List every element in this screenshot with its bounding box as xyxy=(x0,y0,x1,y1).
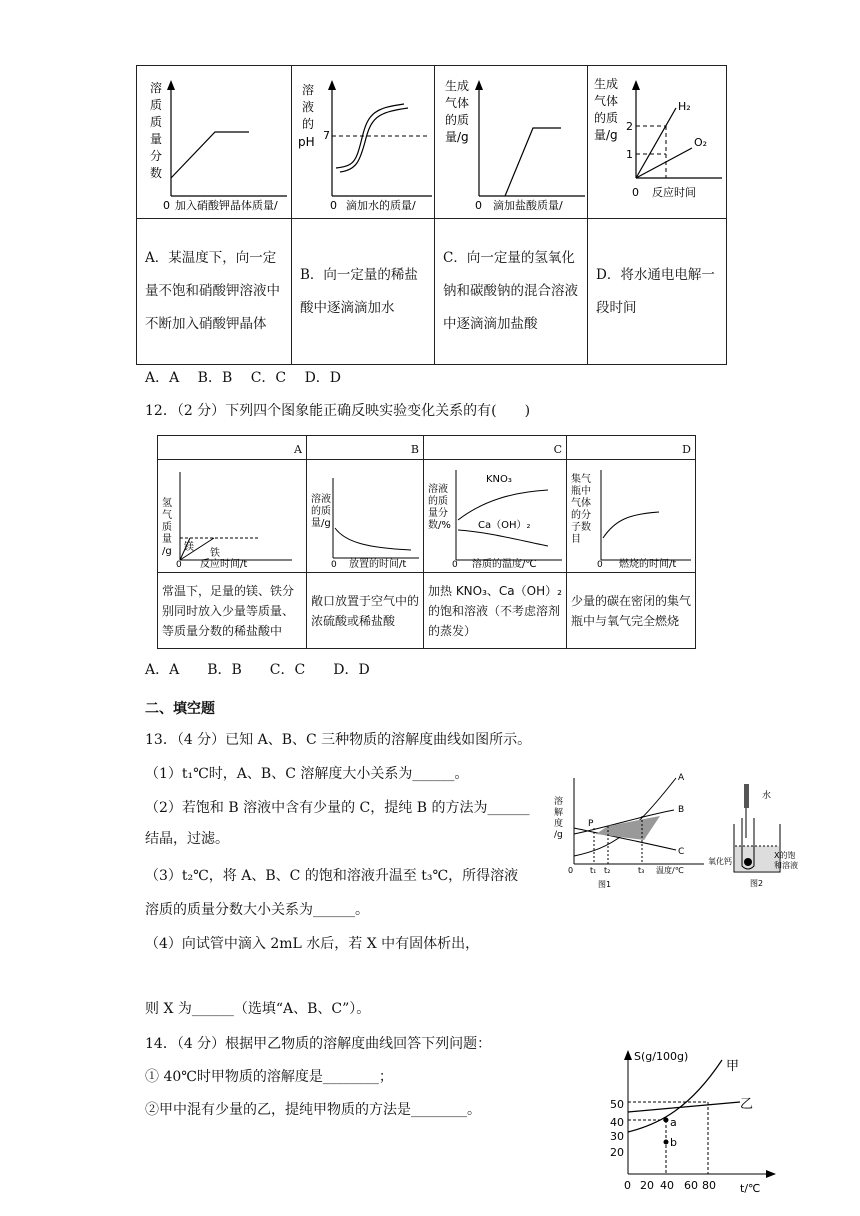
q13-part3a: （3）t₂℃，将 A、B、C 的饱和溶液升温至 t₃℃，所得溶液 xyxy=(145,868,519,884)
q12-d-ylabel-2: 瓶中 xyxy=(571,486,591,497)
q12-b-ylabel-2: 的质 xyxy=(311,506,331,517)
fig1-t3: t₃ xyxy=(638,866,645,875)
q11-c-ylabel-3: 的质 xyxy=(445,113,470,127)
q14-point-b-label: b xyxy=(670,1136,677,1149)
q14-yi-label: 乙 xyxy=(740,1097,754,1112)
q12-graph-d xyxy=(567,460,695,568)
q11-graph-d-cell xyxy=(588,66,727,219)
q11-c-ylabel-4: 量/g xyxy=(445,130,469,144)
q13-part4b: 则 X 为______（选填“A、B、C”）。 xyxy=(145,1001,371,1017)
q11-a-ylabel-1: 溶 xyxy=(150,81,163,95)
q11-graph-a xyxy=(137,66,291,214)
q14-point-a-label: a xyxy=(670,1116,677,1129)
q11-graph-d xyxy=(588,66,726,214)
q12-answer-choices: A．A B．B C．C D．D xyxy=(145,662,370,678)
q12-graph-a xyxy=(158,460,306,568)
q11-answer-choices: A．A B．B C．C D．D xyxy=(145,370,342,386)
fig2-caption: 图2 xyxy=(750,879,764,888)
q14-part1: ① 40℃时甲物质的溶解度是________； xyxy=(145,1069,393,1085)
q13-part2a: （2）若饱和 B 溶液中含有少量的 C，提纯 B 的方法为______ xyxy=(145,800,530,816)
fig2-x-label-2: 和溶液 xyxy=(774,861,798,870)
section-title: 二、填空题 xyxy=(145,701,215,717)
fig2-x-label-1: X的饱 xyxy=(774,851,796,860)
q12-c-ylabel-1: 溶液 xyxy=(428,484,448,495)
q11-a-ylabel-3: 质 xyxy=(150,115,163,129)
fig1-curve-c-label: C xyxy=(678,847,685,857)
q12-header-a: A xyxy=(158,436,307,460)
q12-b-xlabel: 放置的时间/t xyxy=(349,559,407,570)
fig1-ylabel-2: 解 xyxy=(554,808,564,818)
q12-header-b: B xyxy=(307,436,424,460)
fig1-curve-a-label: A xyxy=(678,773,685,783)
q12-c-xlabel: 溶质的温度/℃ xyxy=(472,559,537,570)
q11-option-b: B．向一定量的稀盐酸中逐滴滴加水 xyxy=(292,219,435,365)
q11-b-xlabel: 滴加水的质量/ xyxy=(346,199,416,212)
q12-a-ylabel-4: 量 xyxy=(162,534,172,545)
q14-part2: ②甲中混有少量的乙，提纯甲物质的方法是________。 xyxy=(145,1102,481,1118)
q13-stem: 13．（4 分）已知 A、B、C 三种物质的溶解度曲线如图所示。 xyxy=(145,732,532,748)
fig1-caption: 图1 xyxy=(598,880,612,889)
q12-option-a: 常温下，足量的镁、铁分别同时放入少量等质量、等质量分数的稀盐酸中 xyxy=(158,573,307,649)
q12-option-c: 加热 KNO₃、Ca（OH）₂的饱和溶液（不考虑溶剂的蒸发） xyxy=(424,573,567,649)
q12-d-ylabel-4: 的分 xyxy=(571,510,591,521)
q11-option-d: D．将水通电电解一段时间 xyxy=(588,219,727,365)
q11-d-ylabel-2: 气体 xyxy=(594,94,619,108)
q14-ytick-40: 40 xyxy=(610,1116,624,1129)
q11-d-ylabel-1: 生成 xyxy=(594,77,619,91)
q12-a-mg-label: 镁 xyxy=(184,542,194,553)
q11-graph-b-cell xyxy=(292,66,435,219)
q12-b-ylabel-1: 溶液 xyxy=(311,494,331,505)
q11-d-o2-label: O₂ xyxy=(694,136,708,149)
q12-a-ylabel-5: /g xyxy=(162,546,172,557)
q11-b-origin: 0 xyxy=(330,199,337,212)
q12-d-origin: 0 xyxy=(597,560,603,570)
q11-c-ylabel-2: 气体 xyxy=(445,96,470,110)
fig1-point-p-label: P xyxy=(588,819,594,829)
q12-c-kno3-label: KNO₃ xyxy=(486,474,512,485)
q12-graph-a-cell xyxy=(158,460,307,573)
q11-c-ylabel-1: 生成 xyxy=(445,79,470,93)
q11-b-tick-7: 7 xyxy=(323,129,330,142)
q11-c-origin: 0 xyxy=(475,199,482,212)
q11-a-ylabel-4: 量 xyxy=(150,132,163,146)
q11-b-ylabel-ph: pH xyxy=(298,135,315,149)
q11-c-xlabel: 滴加盐酸质量/ xyxy=(493,199,563,212)
q14-ytick-20: 20 xyxy=(610,1146,624,1159)
fig2-cao-label: 氧化钙 xyxy=(708,857,732,866)
q12-header-d: D xyxy=(567,436,696,460)
q14-jia-label: 甲 xyxy=(726,1059,740,1074)
q11-a-xlabel: 加入硝酸钾晶体质量/ xyxy=(175,199,278,212)
q11-d-ylabel-4: 量/g xyxy=(594,128,618,142)
q11-b-ylabel-1: 溶 xyxy=(302,83,315,97)
q11-graph-c xyxy=(435,66,587,214)
fig1-origin: 0 xyxy=(568,866,574,875)
q12-a-fe-label: 铁 xyxy=(210,548,220,559)
q11-a-origin: 0 xyxy=(163,199,170,212)
q12-c-ylabel-4: 数/% xyxy=(428,520,451,531)
q11-d-h2-label: H₂ xyxy=(678,100,691,113)
q12-option-b: 敞口放置于空气中的浓硫酸或稀盐酸 xyxy=(307,573,424,649)
q12-a-ylabel-3: 质 xyxy=(162,522,172,533)
q12-d-ylabel-6: 目 xyxy=(571,534,581,545)
q12-table xyxy=(157,435,696,649)
q11-d-origin: 0 xyxy=(632,186,639,199)
fig1-t1: t₁ xyxy=(590,866,597,875)
q12-graph-b xyxy=(307,460,423,568)
q11-a-ylabel-2: 质 xyxy=(150,98,163,112)
q12-c-ylabel-3: 量分 xyxy=(428,508,448,519)
q12-graph-c-cell xyxy=(424,460,567,573)
q12-d-ylabel-1: 集气 xyxy=(571,474,591,485)
q13-figure1-solubility-curve xyxy=(552,770,712,890)
q12-a-xlabel: 反应时间/t xyxy=(200,559,248,570)
q13-figure2-apparatus xyxy=(708,780,812,890)
q12-option-d: 少量的碳在密闭的集气瓶中与氧气完全燃烧 xyxy=(567,573,696,649)
q12-d-ylabel-3: 气体 xyxy=(571,498,591,509)
q11-option-c: C．向一定量的氢氧化钠和碳酸钠的混合溶液中逐滴滴加盐酸 xyxy=(435,219,588,365)
fig1-t2: t₂ xyxy=(604,866,611,875)
fig1-ylabel-1: 溶 xyxy=(554,797,564,807)
q14-xtick-80: 80 xyxy=(702,1179,716,1192)
q12-graph-d-cell xyxy=(567,460,696,573)
q12-a-origin: 0 xyxy=(176,560,182,570)
fig1-ylabel-3: 度 xyxy=(554,819,564,829)
q11-d-ylabel-3: 的质 xyxy=(594,111,619,125)
q14-xtick-20: 20 xyxy=(640,1179,654,1192)
q11-a-ylabel-6: 数 xyxy=(150,166,163,180)
q12-b-origin: 0 xyxy=(331,560,337,570)
q12-d-xlabel: 燃烧的时间/t xyxy=(619,559,677,570)
q12-a-ylabel-1: 氢 xyxy=(162,498,172,509)
q14-ytick-30: 30 xyxy=(610,1130,624,1143)
q12-c-origin: 0 xyxy=(452,560,458,570)
q13-part1: （1）t₁℃时，A、B、C 溶解度大小关系为______。 xyxy=(145,766,469,782)
q14-stem: 14．（4 分）根据甲乙物质的溶解度曲线回答下列问题： xyxy=(145,1036,492,1052)
q12-c-caoh-label: Ca（OH）₂ xyxy=(478,520,531,531)
q14-ylabel: S(g/100g) xyxy=(634,1050,689,1063)
q12-header-c: C xyxy=(424,436,567,460)
q14-xtick-0: 0 xyxy=(624,1179,631,1192)
q11-d-tick-2: 2 xyxy=(626,120,633,133)
q14-xtick-60: 60 xyxy=(684,1179,698,1192)
q11-b-ylabel-2: 液 xyxy=(302,100,315,114)
fig1-xlabel: 温度/℃ xyxy=(656,866,684,875)
q11-option-a: A．某温度下，向一定量不饱和硝酸钾溶液中不断加入硝酸钾晶体 xyxy=(137,219,292,365)
q13-part4a: （4）向试管中滴入 2mL 水后，若 X 中有固体析出， xyxy=(145,936,480,952)
q13-part2b: 结晶，过滤。 xyxy=(145,831,229,847)
q11-b-ylabel-3: 的 xyxy=(302,117,315,131)
fig1-curve-b-label: B xyxy=(678,805,685,815)
q11-a-ylabel-5: 分 xyxy=(150,149,163,163)
q12-graph-b-cell xyxy=(307,460,424,573)
q11-d-xlabel: 反应时间 xyxy=(652,186,696,199)
q14-solubility-chart xyxy=(600,1046,780,1196)
q12-d-ylabel-5: 子数 xyxy=(571,522,591,533)
q12-stem: 12．（2 分）下列四个图象能正确反映实验变化关系的有( ) xyxy=(145,403,531,419)
q12-a-ylabel-2: 气 xyxy=(162,510,172,521)
q14-ytick-50: 50 xyxy=(610,1098,624,1111)
q12-c-ylabel-2: 的质 xyxy=(428,496,448,507)
fig1-ylabel-4: /g xyxy=(554,830,563,840)
q11-graph-b xyxy=(292,66,434,214)
q12-b-ylabel-3: 量/g xyxy=(311,518,331,529)
q12-graph-c xyxy=(424,460,566,568)
q14-xunit: t/℃ xyxy=(740,1182,761,1195)
q11-graph-a-cell xyxy=(137,66,292,219)
q11-graph-c-cell xyxy=(435,66,588,219)
q11-d-tick-1: 1 xyxy=(626,148,633,161)
q11-table xyxy=(136,65,727,365)
q13-part3b: 溶质的质量分数大小关系为______。 xyxy=(145,902,369,918)
q14-xtick-40: 40 xyxy=(660,1179,674,1192)
fig2-water-label: 水 xyxy=(762,791,772,801)
